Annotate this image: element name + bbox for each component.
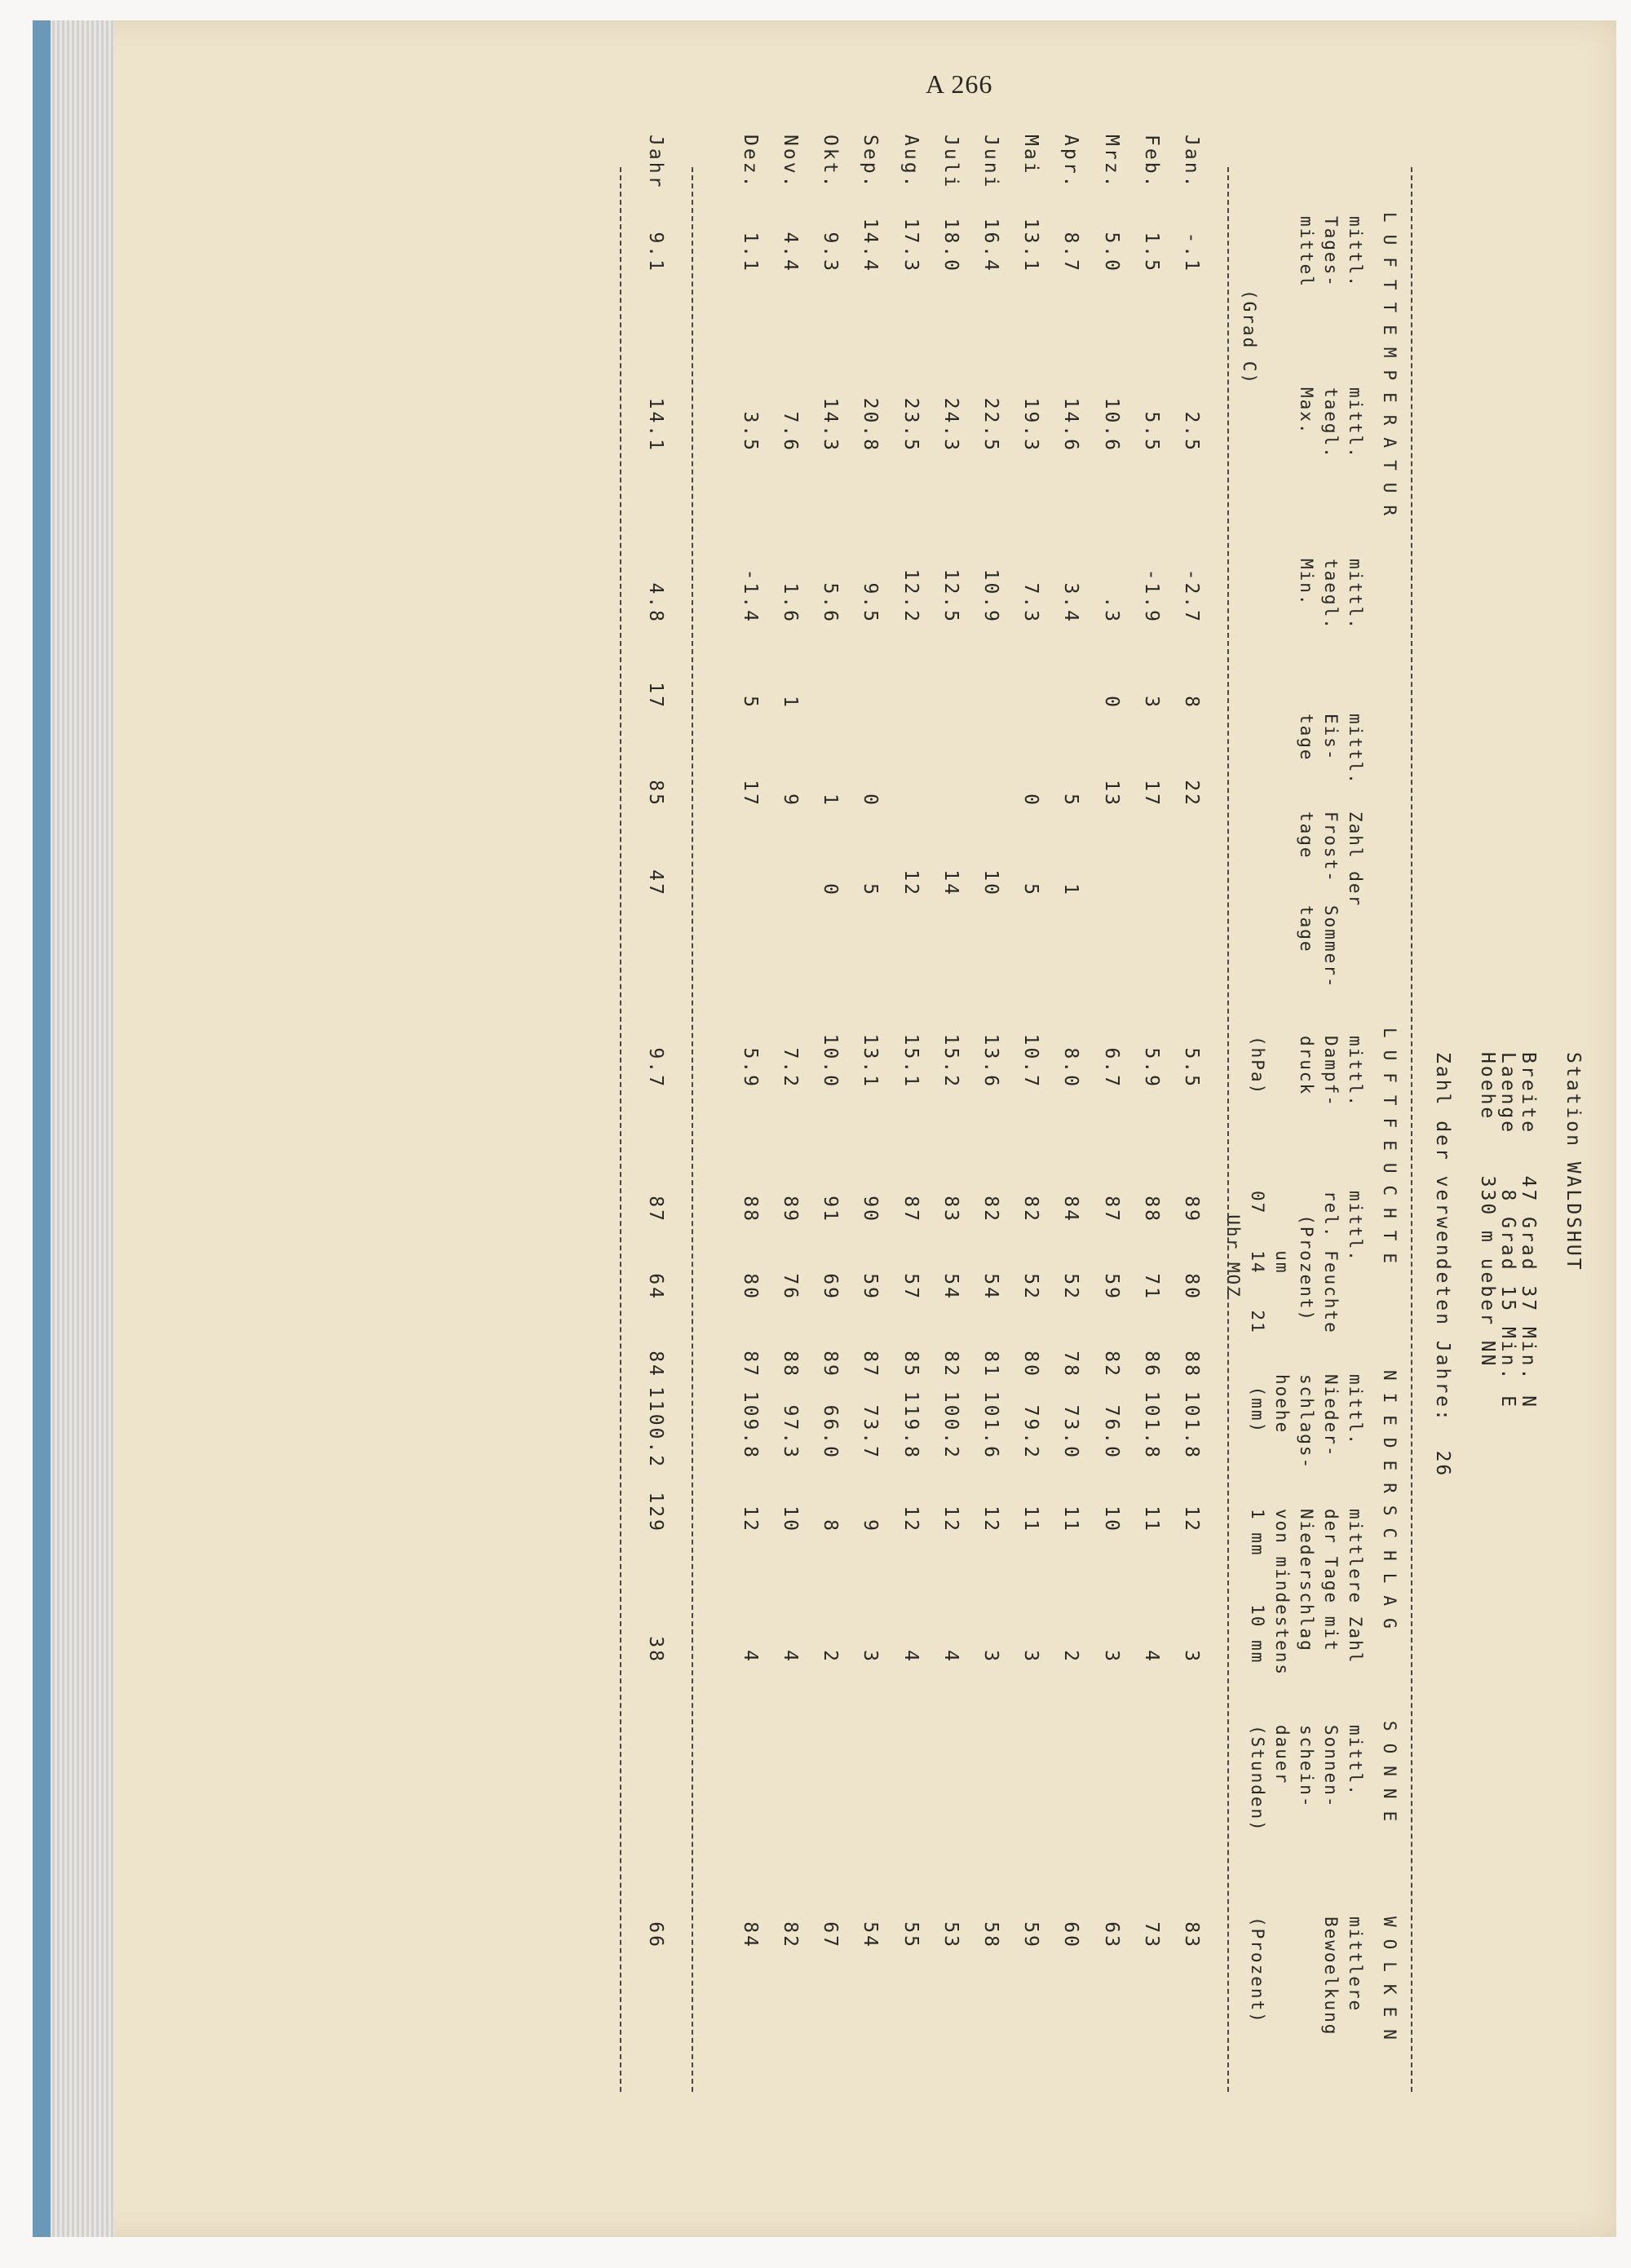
table-row-12-eis: 5 [739, 696, 761, 710]
table-row-2-dp: 5.9 [1140, 1047, 1162, 1089]
table-row-3-month: Mrz. [1100, 135, 1122, 190]
table-row-jahr-month: Jahr [645, 135, 666, 190]
header-frost: Zahl der Frost- tage [1297, 811, 1365, 908]
table-row-9-fr: 0 [860, 794, 882, 807]
table-row-7-month: Juli [939, 135, 961, 190]
table-row-1-fr: 22 [1181, 780, 1202, 807]
table-row-10-mn: 5.6 [820, 582, 842, 624]
table-row-8-month: Aug. [899, 135, 922, 190]
table-row-12-fr: 17 [739, 780, 761, 807]
table-row-6-n1: 12 [980, 1505, 1001, 1533]
table-row-5-nh: 79.2 [1020, 1404, 1042, 1460]
table-row-5-f21: 80 [1020, 1351, 1042, 1378]
table-row-12-month: Dez. [739, 135, 761, 190]
table-row-8-mn: 12.2 [899, 568, 922, 624]
group-luftfeuchte: LUFTFEUCHTE [1380, 1028, 1399, 1276]
table-row-jahr-eis: 17 [645, 682, 666, 710]
table-row-1-n10: 3 [1181, 1650, 1202, 1664]
table-row-6-so: 10 [980, 869, 1001, 897]
table-row-jahr-f7: 87 [645, 1196, 666, 1223]
table-row-7-tm: 18.0 [939, 218, 961, 273]
header-sommer: Sommer- tage [1297, 905, 1341, 989]
table-row-11-nh: 97.3 [780, 1404, 801, 1460]
table-row-2-bw: 73 [1140, 1921, 1162, 1949]
table-row-9-so: 5 [860, 883, 882, 897]
group-niederschlag: NIEDERSCHLAG [1380, 1370, 1399, 1641]
table-row-1-mn: -2.7 [1181, 568, 1202, 624]
table-row-10-f7: 91 [820, 1196, 842, 1223]
table-row-4-dp: 8.0 [1060, 1047, 1082, 1089]
table-row-12-f21: 87 [739, 1351, 761, 1378]
table-row-jahr-mn: 4.8 [645, 582, 666, 624]
rule-before-jahr [692, 167, 693, 2092]
page-number: A 266 [926, 69, 993, 99]
table-row-jahr-dp: 9.7 [645, 1047, 666, 1089]
table-row-jahr-so: 47 [645, 869, 666, 897]
header-sonnenschein: mittl. Sonnen- schein- dauer (Stunden) [1248, 1725, 1365, 1833]
table-row-10-f14: 69 [820, 1273, 842, 1301]
table-row-12-bw: 84 [739, 1921, 761, 1949]
table-row-11-bw: 82 [780, 1921, 801, 1949]
table-row-3-fr: 13 [1100, 780, 1122, 807]
rule-header [1227, 167, 1229, 2092]
header-min: mittl. taegl. Min. [1297, 559, 1365, 630]
table-row-9-month: Sep. [860, 135, 882, 190]
table-row-3-tm: 5.0 [1100, 232, 1122, 273]
table-row-11-month: Nov. [780, 135, 801, 190]
table-row-jahr-tm: 9.1 [645, 232, 666, 273]
table-row-12-f14: 80 [739, 1273, 761, 1301]
table-row-9-mx: 20.8 [860, 397, 882, 453]
table-row-2-n1: 11 [1140, 1505, 1162, 1533]
table-row-6-mx: 22.5 [980, 397, 1001, 453]
table-row-5-n10: 3 [1020, 1650, 1042, 1664]
table-row-7-mn: 12.5 [939, 568, 961, 624]
table-row-6-dp: 13.6 [980, 1033, 1001, 1089]
table-row-jahr-n10: 38 [645, 1636, 666, 1664]
table-row-11-f14: 76 [780, 1273, 801, 1301]
table-row-8-so: 12 [899, 869, 922, 897]
table-row-10-f21: 89 [820, 1351, 842, 1378]
table-row-4-f7: 84 [1060, 1196, 1082, 1223]
table-row-1-month: Jan. [1181, 135, 1202, 190]
table-row-12-n10: 4 [739, 1650, 761, 1664]
table-row-2-f14: 71 [1140, 1273, 1162, 1301]
table-row-11-eis: 1 [780, 696, 801, 710]
table-row-3-nh: 76.0 [1100, 1404, 1122, 1460]
table-row-2-tm: 1.5 [1140, 232, 1162, 273]
table-row-2-n10: 4 [1140, 1650, 1162, 1664]
table-row-9-mn: 9.5 [860, 582, 882, 624]
table-row-9-f14: 59 [860, 1273, 882, 1301]
table-row-7-nh: 100.2 [939, 1390, 961, 1460]
table-row-12-tm: 1.1 [739, 232, 761, 273]
table-row-3-dp: 6.7 [1100, 1047, 1122, 1089]
table-row-5-dp: 10.7 [1020, 1033, 1042, 1089]
header-eis: mittl. Eis- tage [1297, 714, 1365, 785]
table-row-12-dp: 5.9 [739, 1047, 761, 1089]
table-row-jahr-n1: 129 [645, 1492, 666, 1533]
table-row-jahr-fr: 85 [645, 780, 666, 807]
table-row-6-f14: 54 [980, 1273, 1001, 1301]
table-row-1-f21: 88 [1181, 1351, 1202, 1378]
table-row-1-n1: 12 [1181, 1505, 1202, 1533]
table-row-1-bw: 83 [1181, 1921, 1202, 1949]
rule-top [1411, 167, 1412, 2092]
table-row-5-n1: 11 [1020, 1505, 1042, 1533]
table-row-9-f7: 90 [860, 1196, 882, 1223]
table-row-7-f21: 82 [939, 1351, 961, 1378]
table-row-jahr-f21: 84 [645, 1351, 666, 1378]
table-row-4-f21: 78 [1060, 1351, 1082, 1378]
table-row-1-tm: -.1 [1181, 232, 1202, 273]
table-row-4-nh: 73.0 [1060, 1404, 1082, 1460]
table-row-4-fr: 5 [1060, 794, 1082, 807]
table-row-7-dp: 15.2 [939, 1033, 961, 1089]
table-row-10-tm: 9.3 [820, 232, 842, 273]
table-row-6-f21: 81 [980, 1351, 1001, 1378]
table-row-3-mn: .3 [1100, 596, 1122, 624]
station-laenge: Laenge 8 Grad 15 Min. E [1497, 1052, 1518, 1410]
table-row-2-month: Feb. [1140, 135, 1162, 190]
table-row-5-month: Mai [1020, 135, 1042, 176]
table-row-3-f14: 59 [1100, 1273, 1122, 1301]
table-row-10-mx: 14.3 [820, 397, 842, 453]
table-row-jahr-f14: 64 [645, 1273, 666, 1301]
table-row-8-mx: 23.5 [899, 397, 922, 453]
header-rel-feuchte: mittl. rel. Feuchte (Prozent) um 07 14 21 Uhr MOZ [1223, 1191, 1365, 1334]
table-row-1-nh: 101.8 [1181, 1390, 1202, 1460]
table-row-3-n1: 10 [1100, 1505, 1122, 1533]
table-row-10-fr: 1 [820, 794, 842, 807]
table-row-4-bw: 60 [1060, 1921, 1082, 1949]
station-breite: Breite 47 Grad 37 Min. N [1518, 1052, 1539, 1410]
table-row-9-n10: 3 [860, 1650, 882, 1664]
table-row-12-nh: 109.8 [739, 1390, 761, 1460]
table-row-7-f14: 54 [939, 1273, 961, 1301]
table-row-8-f14: 57 [899, 1273, 922, 1301]
table-row-3-f21: 82 [1100, 1351, 1122, 1378]
table-row-5-bw: 59 [1020, 1921, 1042, 1949]
table-row-2-nh: 101.8 [1140, 1390, 1162, 1460]
table-row-2-f21: 86 [1140, 1351, 1162, 1378]
table-row-7-mx: 24.3 [939, 397, 961, 453]
table-row-10-month: Okt. [820, 135, 842, 190]
table-row-4-mn: 3.4 [1060, 582, 1082, 624]
table-row-4-n10: 2 [1060, 1650, 1082, 1664]
group-wolken: WOLKEN [1380, 1917, 1399, 2052]
table-row-10-bw: 67 [820, 1921, 842, 1949]
table-row-8-f21: 85 [899, 1351, 922, 1378]
table-row-8-bw: 55 [899, 1921, 922, 1949]
table-row-10-so: 0 [820, 883, 842, 897]
table-row-12-n1: 12 [739, 1505, 761, 1533]
table-row-4-n1: 11 [1060, 1505, 1082, 1533]
station-jahre: Zahl der verwendeten Jahre: 26 [1432, 1052, 1453, 1479]
table-row-6-bw: 58 [980, 1921, 1001, 1949]
table-row-9-n1: 9 [860, 1519, 882, 1533]
table-row-11-fr: 9 [780, 794, 801, 807]
table-row-11-n1: 10 [780, 1505, 801, 1533]
table-row-9-bw: 54 [860, 1921, 882, 1949]
table-row-8-f7: 87 [899, 1196, 922, 1223]
table-row-11-dp: 7.2 [780, 1047, 801, 1089]
table-row-3-n10: 3 [1100, 1650, 1122, 1664]
table-row-1-eis: 8 [1181, 696, 1202, 710]
table-row-2-mn: -1.9 [1140, 568, 1162, 624]
table-row-7-so: 14 [939, 869, 961, 897]
header-niederschlagstage: mittlere Zahl der Tage mit Niederschlag von mindestens 1 mm 10 mm [1248, 1509, 1365, 1677]
table-row-2-mx: 5.5 [1140, 411, 1162, 453]
table-row-jahr-bw: 66 [645, 1921, 666, 1949]
table-row-3-bw: 63 [1100, 1921, 1122, 1949]
climate-table [613, 135, 1584, 2092]
rule-bottom [620, 167, 621, 2092]
table-row-4-f14: 52 [1060, 1273, 1082, 1301]
table-row-8-n10: 4 [899, 1650, 922, 1664]
table-row-1-dp: 5.5 [1181, 1047, 1202, 1089]
station-hoehe: Hoehe 330 m ueber NN [1477, 1052, 1498, 1368]
table-row-2-eis: 3 [1140, 696, 1162, 710]
table-row-4-so: 1 [1060, 883, 1082, 897]
table-row-2-f7: 88 [1140, 1196, 1162, 1223]
table-row-6-tm: 16.4 [980, 218, 1001, 273]
table-row-11-tm: 4.4 [780, 232, 801, 273]
table-row-1-f14: 80 [1181, 1273, 1202, 1301]
header-grad: (Grad C) [1240, 290, 1259, 386]
table-row-9-dp: 13.1 [860, 1033, 882, 1089]
table-row-5-fr: 0 [1020, 794, 1042, 807]
table-row-8-nh: 119.8 [899, 1390, 922, 1460]
table-row-3-mx: 10.6 [1100, 397, 1122, 453]
group-sonne: SONNE [1380, 1721, 1399, 1834]
header-bewoelkung: mittlere Bewoelkung (Prozent) [1248, 1917, 1365, 2036]
group-lufttemperatur: LUFTTEMPERATUR [1380, 212, 1399, 528]
table-row-2-fr: 17 [1140, 780, 1162, 807]
table-row-9-f21: 87 [860, 1351, 882, 1378]
table-row-8-tm: 17.3 [899, 218, 922, 273]
table-row-10-n1: 8 [820, 1519, 842, 1533]
page-edges [33, 20, 114, 2237]
table-row-12-mx: 3.5 [739, 411, 761, 453]
table-row-6-nh: 101.6 [980, 1390, 1001, 1460]
table-row-6-f7: 82 [980, 1196, 1001, 1223]
table-row-11-mn: 1.6 [780, 582, 801, 624]
table-row-12-mn: -1.4 [739, 568, 761, 624]
table-row-9-nh: 73.7 [860, 1404, 882, 1460]
table-row-6-month: Juni [980, 135, 1001, 190]
table-row-11-mx: 7.6 [780, 411, 801, 453]
station-title: Station WALDSHUT [1562, 1052, 1584, 1272]
table-row-8-n1: 12 [899, 1505, 922, 1533]
table-row-4-tm: 8.7 [1060, 232, 1082, 273]
table-row-10-dp: 10.0 [820, 1033, 842, 1089]
table-row-7-n1: 12 [939, 1505, 961, 1533]
table-row-6-n10: 3 [980, 1650, 1001, 1664]
table-row-7-n10: 4 [939, 1650, 961, 1664]
table-row-7-bw: 53 [939, 1921, 961, 1949]
table-row-3-f7: 87 [1100, 1196, 1122, 1223]
table-row-1-mx: 2.5 [1181, 411, 1202, 453]
table-row-5-f7: 82 [1020, 1196, 1042, 1223]
table-row-jahr-nh: 1100.2 [645, 1386, 666, 1470]
table-row-jahr-mx: 14.1 [645, 397, 666, 453]
table-row-11-f7: 89 [780, 1196, 801, 1223]
table-row-11-n10: 4 [780, 1650, 801, 1664]
table-row-3-eis: 0 [1100, 696, 1122, 710]
table-row-9-tm: 14.4 [860, 218, 882, 273]
table-row-5-mn: 7.3 [1020, 582, 1042, 624]
table-row-5-f14: 52 [1020, 1273, 1042, 1301]
table-row-11-f21: 88 [780, 1351, 801, 1378]
table-row-5-tm: 13.1 [1020, 218, 1042, 273]
header-niederschlagshoehe: mittl. Nieder- schlags- hoehe (mm) [1248, 1374, 1365, 1470]
table-row-6-mn: 10.9 [980, 568, 1001, 624]
table-row-10-n10: 2 [820, 1650, 842, 1664]
table-row-4-mx: 14.6 [1060, 397, 1082, 453]
table-row-5-mx: 19.3 [1020, 397, 1042, 453]
header-dampfdruck: mittl. Dampf- druck (hPa) [1248, 1036, 1365, 1107]
table-row-4-month: Apr. [1060, 135, 1082, 190]
table-row-12-f7: 88 [739, 1196, 761, 1223]
header-max: mittl. taegl. Max. [1297, 387, 1365, 459]
table-row-1-f7: 89 [1181, 1196, 1202, 1223]
header-tagesmittel: mittl. Tages- mittel [1297, 216, 1365, 288]
table-row-10-nh: 66.0 [820, 1404, 842, 1460]
table-row-8-dp: 15.1 [899, 1033, 922, 1089]
table-row-5-so: 5 [1020, 883, 1042, 897]
table-row-7-f7: 83 [939, 1196, 961, 1223]
